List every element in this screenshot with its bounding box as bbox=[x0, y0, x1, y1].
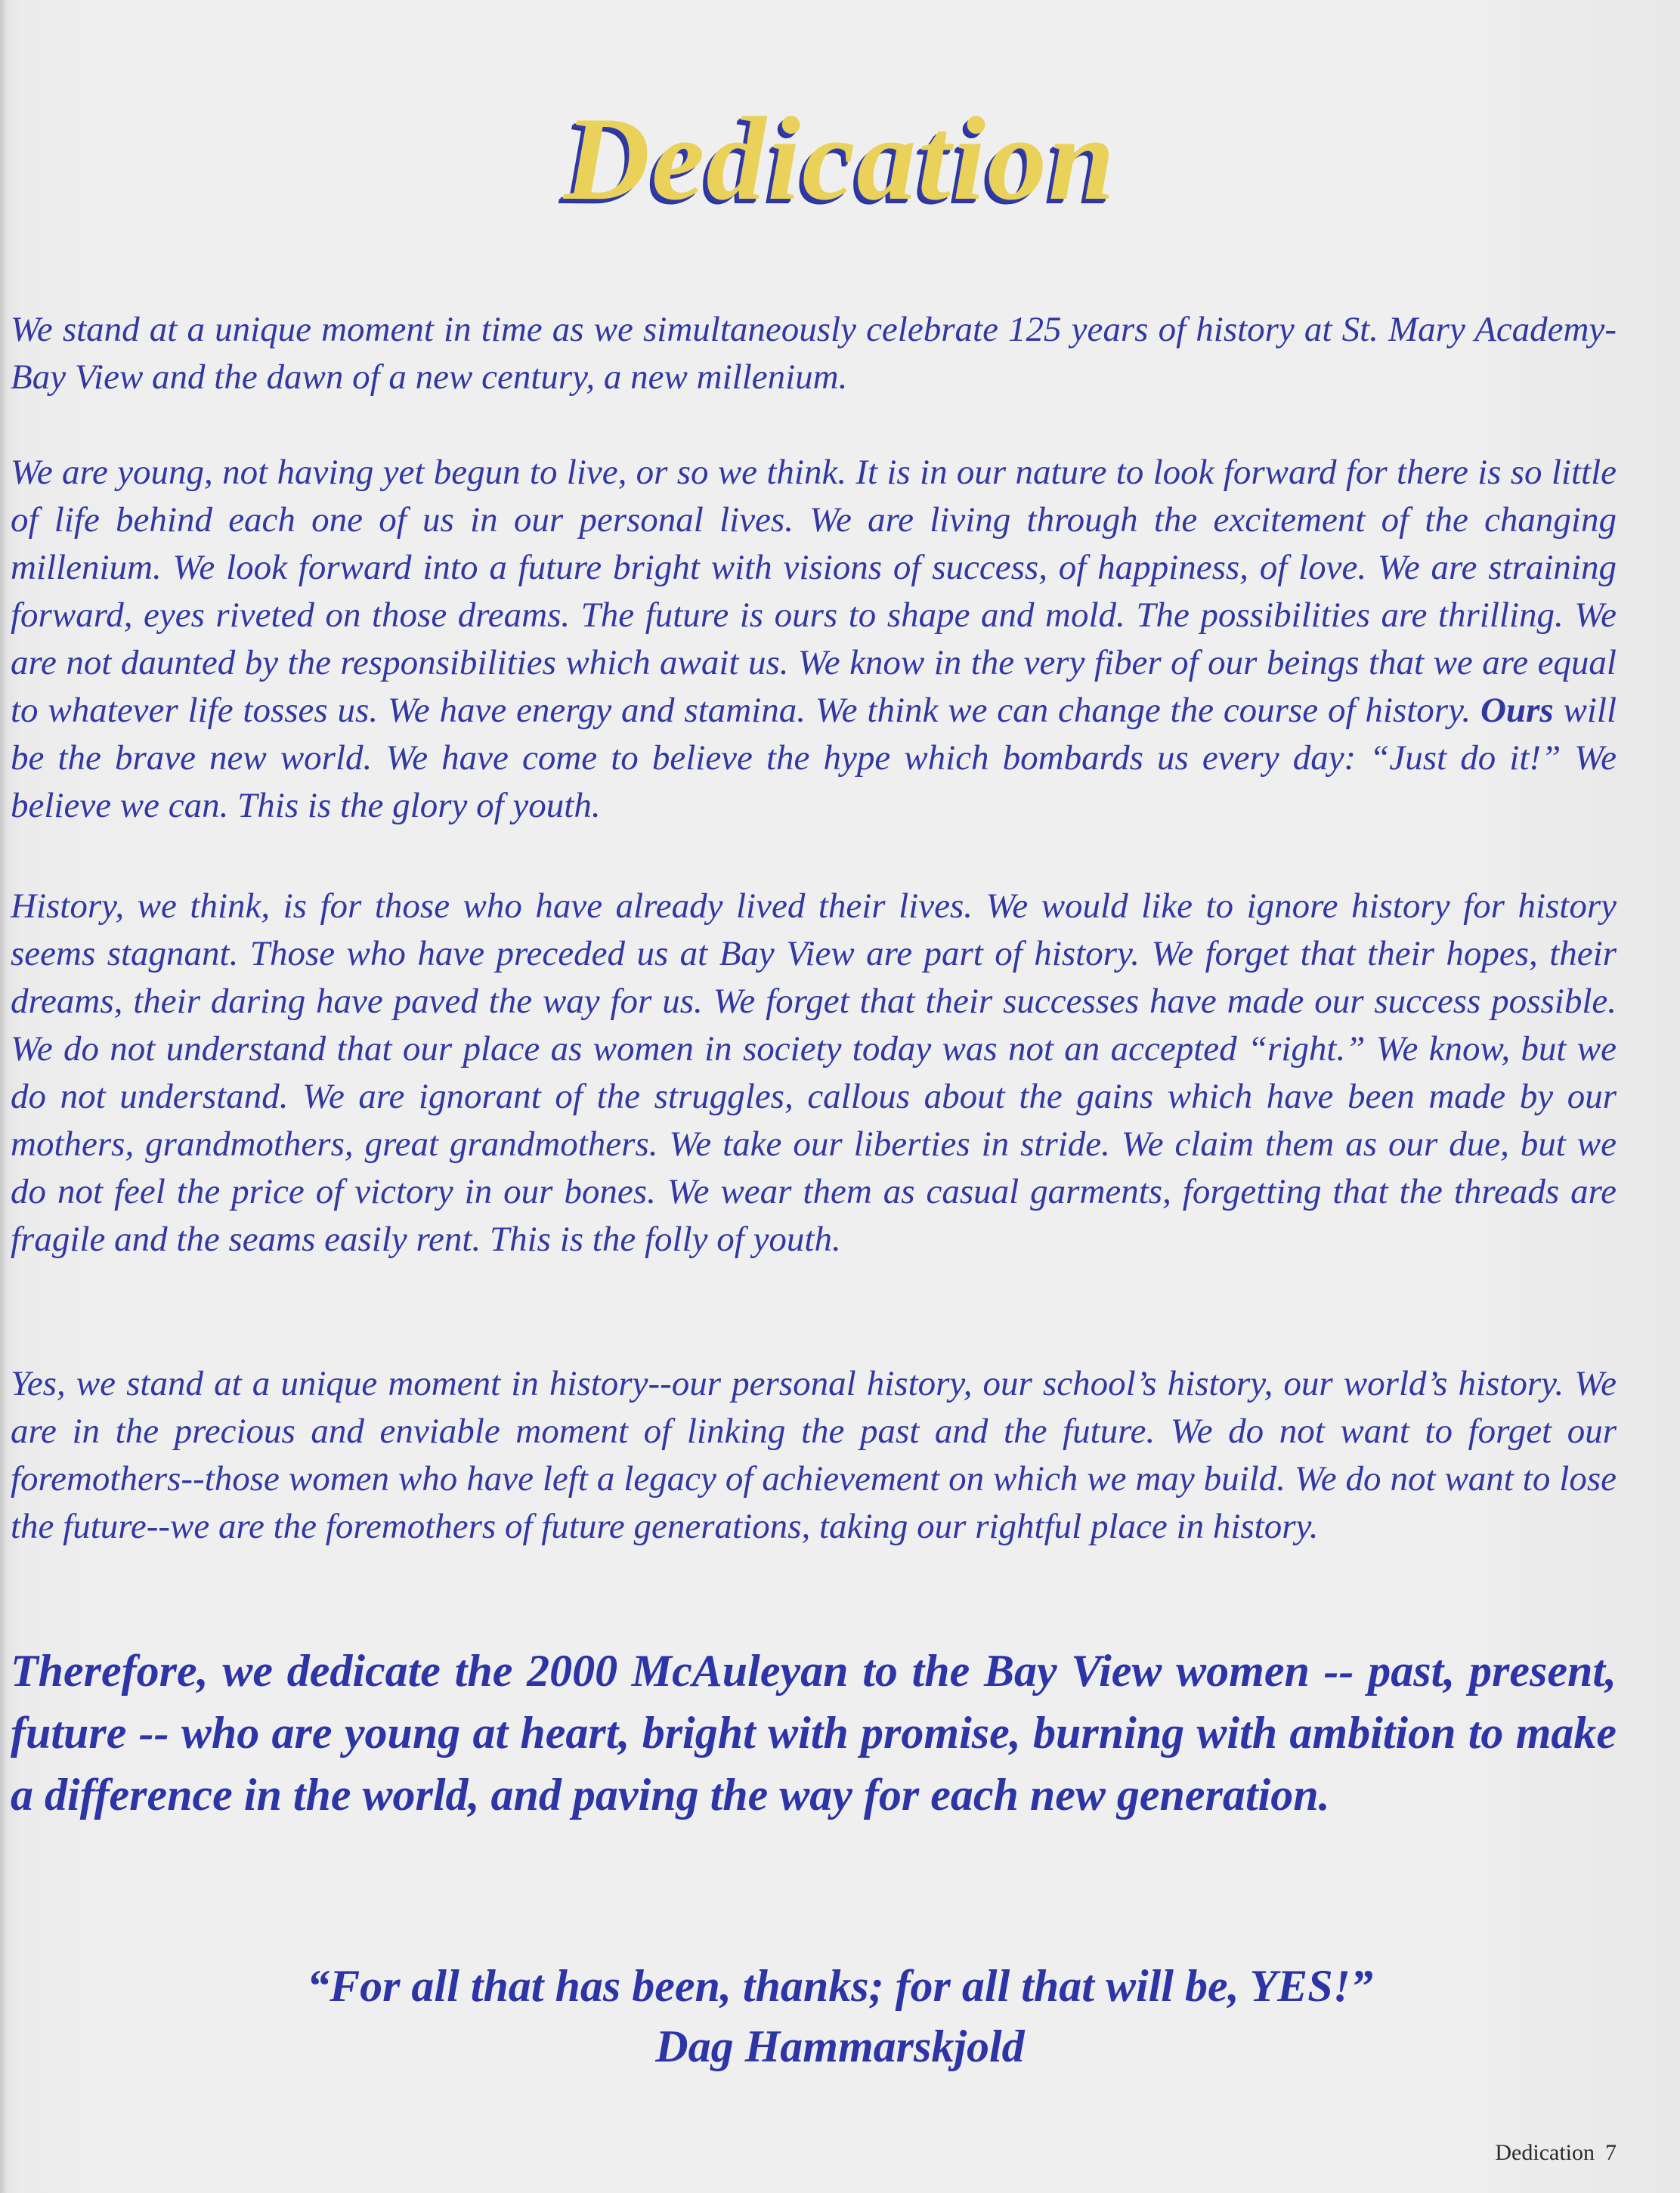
dedication-statement: Therefore, we dedicate the 2000 McAuleyan to the Bay View women -- past, present, future -- who are young at heart, bright with promise, burning with ambition to make a difference in the world, and paving the way for each new generation. bbox=[11, 1646, 1617, 1820]
paragraph-2-text-before: We are young, not having yet begun to live, or so we think. It is in our nature to look forward for there is so little of life behind each one of us in our personal lives. We are living through the excitement of the changing millenium. We look forward into a future bright with visions of success, of happiness, of love. We are straining forward, eyes riveted on those dreams. The future is ours to shape and mold. The possibilities are thrilling. We are not daunted by the responsibilities which await us. We know in the very fiber of our beings that we are equal to whatever life tosses us. We have energy and stamina. We think we can change the course of history. bbox=[11, 453, 1617, 730]
paragraph-2 bbox=[11, 449, 1617, 830]
paragraph-4: Yes, we stand at a unique moment in history--our personal history, our school’s history, our world’s history. We are in the precious and enviable moment of linking the past and the future. We do not want to forget our foremothers--those women who have left a legacy of achievement on which we may build. We do not want to lose the future--we are the foremothers of future generations, taking our rightful place in history. bbox=[11, 1364, 1617, 1546]
paragraph-3: History, we think, is for those who have already lived their lives. We would like to ignore history for history seems stagnant. Those who have preceded us at Bay View are part of history. We forget that their hopes, their dreams, their daring have paved the way for us. We forget that their successes have made our success possible. We do not understand that our place as women in society today was not an accepted “right.” We know, but we do not understand. We are ignorant of the struggles, callous about the gains which have been made by our mothers, grandmothers, great grandmothers. We take our liberties in stride. We claim them as our due, but we do not feel the price of victory in our bones. We wear them as casual garments, forgetting that the threads are fragile and the seams easily rent. This is the folly of youth. bbox=[11, 886, 1617, 1259]
page-footer bbox=[1495, 2140, 1617, 2166]
page-binding-edge bbox=[0, 0, 8, 2193]
page-title: Dedication bbox=[564, 93, 1116, 225]
footer-section-name: Dedication bbox=[1495, 2140, 1595, 2165]
paragraph-2-text-after: will be the brave new world. We have come to believe the hype which bombards us every day: “Just do it!” We believe we can. This is the glory of youth. bbox=[11, 691, 1617, 825]
closing-quote: “For all that has been, thanks; for all that will be, YES!” bbox=[307, 1961, 1373, 2011]
footer-page-number: 7 bbox=[1605, 2140, 1617, 2165]
paragraph-2-emphasis: Ours bbox=[1480, 691, 1554, 730]
quote-author: Dag Hammarskjold bbox=[655, 2021, 1025, 2071]
paragraph-1: We stand at a unique moment in time as we simultaneously celebrate 125 years of history at St. Mary Academy-Bay View and the dawn of a new century, a new millenium. bbox=[11, 310, 1617, 397]
